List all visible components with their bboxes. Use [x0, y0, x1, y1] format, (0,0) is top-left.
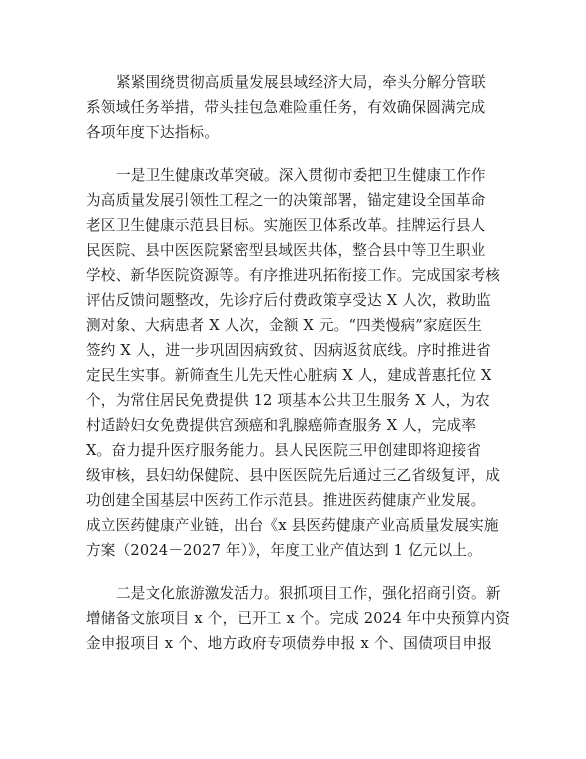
text-line: 金申报项目 x 个、地方政府专项债券申报 x 个、国债项目申报: [86, 635, 493, 652]
text-line: 系领域任务举措，带头挂包急难险重任务，有效确保圆满完成: [86, 99, 486, 116]
text-line: 二是文化旅游激发活力。狠抓项目工作，强化招商引资。新: [116, 585, 501, 602]
text-line: 级审核，县妇幼保健院、县中医医院先后通过三乙省级复评，成: [86, 467, 501, 484]
paragraph-gap: [86, 145, 506, 163]
text-line: 功创建全国基层中医药工作示范县。推进医药健康产业发展。: [86, 492, 486, 509]
text-line: 一是卫生健康改革突破。深入贯彻市委把卫生健康工作作: [116, 167, 486, 184]
text-line: 学校、新华医院资源等。有序推进巩拓衔接工作。完成国家考核: [86, 267, 501, 284]
text-line: 定民生实事。新筛查生儿先天性心脏病 X 人，建成普惠托位 X: [86, 367, 492, 384]
document-page: [86, 70, 511, 656]
paragraph-2: [86, 163, 506, 563]
text-line: 测对象、大病患者 X 人次，金额 X 元。“四类慢病”家庭医生: [86, 317, 483, 334]
text-line: 个，为常住居民免费提供 12 项基本公共卫生服务 X 人，为农: [86, 392, 490, 409]
text-line: 成立医药健康产业链，出台《x 县医药健康产业高质量发展实施: [86, 517, 499, 534]
text-line: 增储备文旅项目 x 个，已开工 x 个。完成 2024 年中央预算内资: [86, 610, 511, 627]
text-line: 签约 X 人，进一步巩固因病致贫、因病返贫底线。序时推进省: [86, 342, 491, 359]
paragraph-3: [86, 581, 511, 656]
text-line: X。奋力提升医疗服务能力。县人民医院三甲创建即将迎接省: [86, 442, 482, 459]
paragraph-gap: [86, 563, 506, 581]
text-line: 紧紧围绕贯彻高质量发展县域经济大局，牵头分解分管联: [116, 74, 486, 91]
text-line: 评估反馈问题整改，先诊疗后付费政策享受达 X 人次，救助监: [86, 292, 491, 309]
text-line: 村适龄妇女免费提供宫颈癌和乳腺癌筛查服务 X 人，完成率: [86, 417, 477, 434]
text-line: 为高质量发展引领性工程之一的决策部署，锚定建设全国革命: [86, 192, 486, 209]
text-line: 方案（2024－2027 年）》，年度工业产值达到 1 亿元以上。: [86, 542, 482, 559]
text-line: 老区卫生健康示范县目标。实施医卫体系改革。挂牌运行县人: [86, 217, 486, 234]
text-line: 民医院、县中医医院紧密型县域医共体，整合县中等卫生职业: [86, 242, 486, 259]
text-line: 各项年度下达指标。: [86, 124, 220, 141]
paragraph-1: [86, 70, 506, 145]
